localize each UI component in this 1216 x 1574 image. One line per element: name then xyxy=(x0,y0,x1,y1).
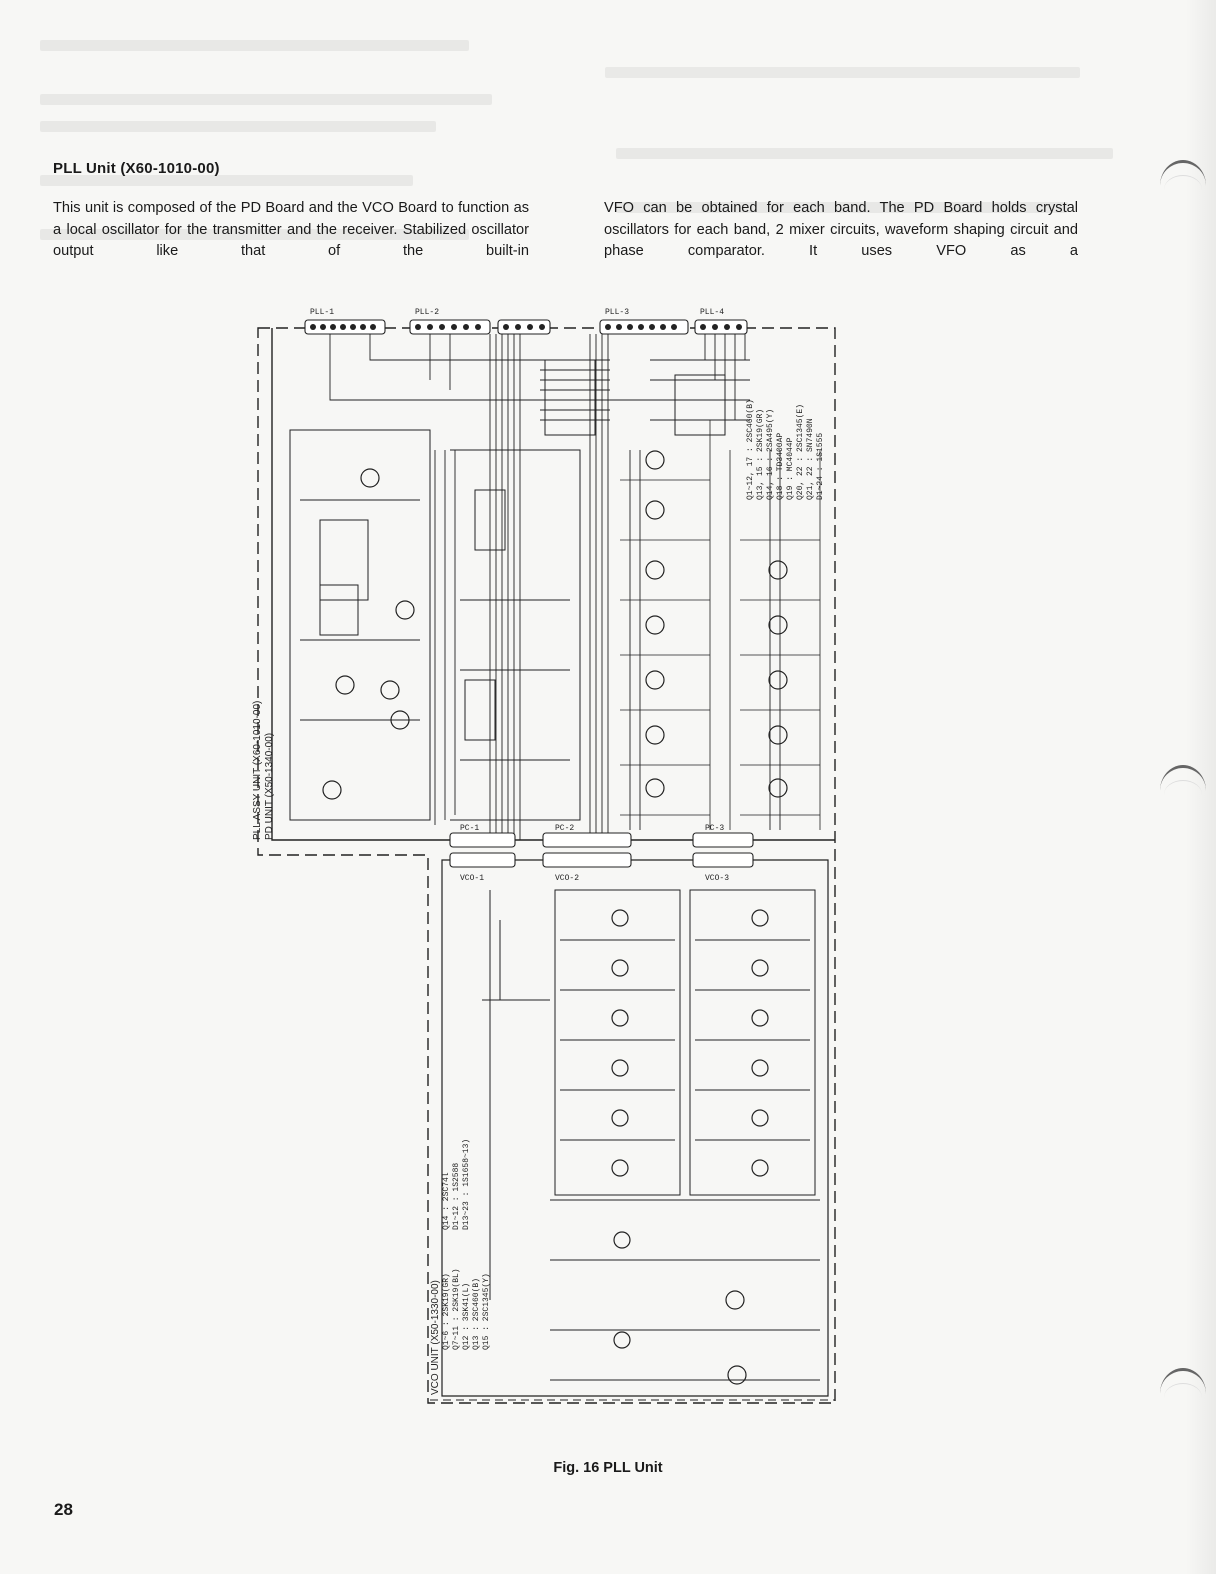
connector-vco-2 xyxy=(543,853,631,867)
connector-label-vco-3: VCO-3 xyxy=(705,874,730,883)
pd-parts-legend-8: D1~24 : 1S1555 xyxy=(816,432,825,500)
binder-hole-top xyxy=(1160,160,1206,203)
pll-unit-schematic xyxy=(250,300,850,1410)
connector-label-vco-2: VCO-2 xyxy=(555,874,580,883)
section-title: PLL Unit (X60-1010-00) xyxy=(53,160,220,177)
pd-parts-legend-7: Q21, 22 : SN7490N xyxy=(806,418,815,500)
connector-pc-1 xyxy=(450,833,515,847)
vco-diode-legend-1: Q14 : 2SC74l xyxy=(442,1172,451,1230)
figure-caption: Fig. 16 PLL Unit xyxy=(553,1460,663,1476)
binder-hole-bottom xyxy=(1160,1368,1206,1411)
pd-parts-legend-2: Q13, 15 : 2SK19(GR) xyxy=(756,408,765,500)
ic-q18 xyxy=(320,585,358,635)
pd-transistors xyxy=(323,451,787,799)
signal-buses xyxy=(330,334,780,845)
connector-label-pc-3: PC-3 xyxy=(705,824,725,833)
binder-hole-middle xyxy=(1160,765,1206,808)
coil-block xyxy=(545,360,595,435)
connector-label-vco-1: VCO-1 xyxy=(460,874,485,883)
connector-pc-2 xyxy=(543,833,631,847)
pd-board-label: PD UNIT (X50-1340-00) xyxy=(264,732,275,840)
vco-parts-legend-1: Q1~6 : 2SK19(GR) xyxy=(442,1273,451,1350)
ic-q21 xyxy=(465,680,495,740)
vco-sections xyxy=(482,890,820,1380)
connector-vco-1 xyxy=(450,853,515,867)
body-text-right-column: VFO can be obtained for each band. The PD Board holds crystal oscillators for each band, 2 mixer circuits, waveform shaping circuit and phase comparator. It uses VFO as a xyxy=(604,200,1078,259)
vco-parts-legend-3: Q12 : 3SK41(L) xyxy=(462,1282,471,1350)
pd-parts-legend-3: Q14, 16 : 2SA495(Y) xyxy=(766,408,775,500)
vco-diode-legend-2: D1~12 : 1S2588 xyxy=(452,1162,461,1230)
pd-parts-legend-4: Q18 : TD3400AP xyxy=(776,432,785,500)
connector-pc-3 xyxy=(693,833,753,847)
ic-q19 xyxy=(320,520,368,600)
vco-parts-legend-4: Q13 : 2SC460(B) xyxy=(472,1277,481,1350)
pd-parts-legend-5: Q19 : MC4044P xyxy=(786,437,795,500)
body-text-left-column: This unit is composed of the PD Board and the VCO Board to function as a local oscillator for the transmitter and the receiver. Stabilized oscillator output like that of the built-in xyxy=(53,200,529,259)
pd-unit-label: PLL ASSY UNIT (X60-1010-00) xyxy=(252,700,263,840)
connector-label-pll-4: PLL-4 xyxy=(700,308,725,317)
mid-connector-row xyxy=(450,833,753,867)
vco-parts-legend-2: Q7~11 : 2SK19(BL) xyxy=(452,1268,461,1350)
diode-block xyxy=(675,375,725,435)
connector-label-pll-3: PLL-3 xyxy=(605,308,630,317)
connector-label-pll-2: PLL-2 xyxy=(415,308,440,317)
vco-parts-legend-5: Q15 : 2SC1345(Y) xyxy=(482,1273,491,1350)
vco-diode-legend-3: D13~23 : 1S1658~13) xyxy=(462,1138,471,1230)
connector-label-pc-2: PC-2 xyxy=(555,824,575,833)
pd-component-blocks xyxy=(290,360,725,820)
connector-label-pc-1: PC-1 xyxy=(460,824,480,833)
connector-label-pll-1: PLL-1 xyxy=(310,308,335,317)
connector-vco-3 xyxy=(693,853,753,867)
page-number: 28 xyxy=(54,1500,73,1519)
pd-parts-legend-6: Q20, 22 : 2SC1345(E) xyxy=(796,403,805,500)
vco-board-label: VCO UNIT (X50-1330-00) xyxy=(430,1280,441,1395)
pd-parts-legend-1: Q1~12, 17 : 2SC460(B) xyxy=(746,399,755,500)
